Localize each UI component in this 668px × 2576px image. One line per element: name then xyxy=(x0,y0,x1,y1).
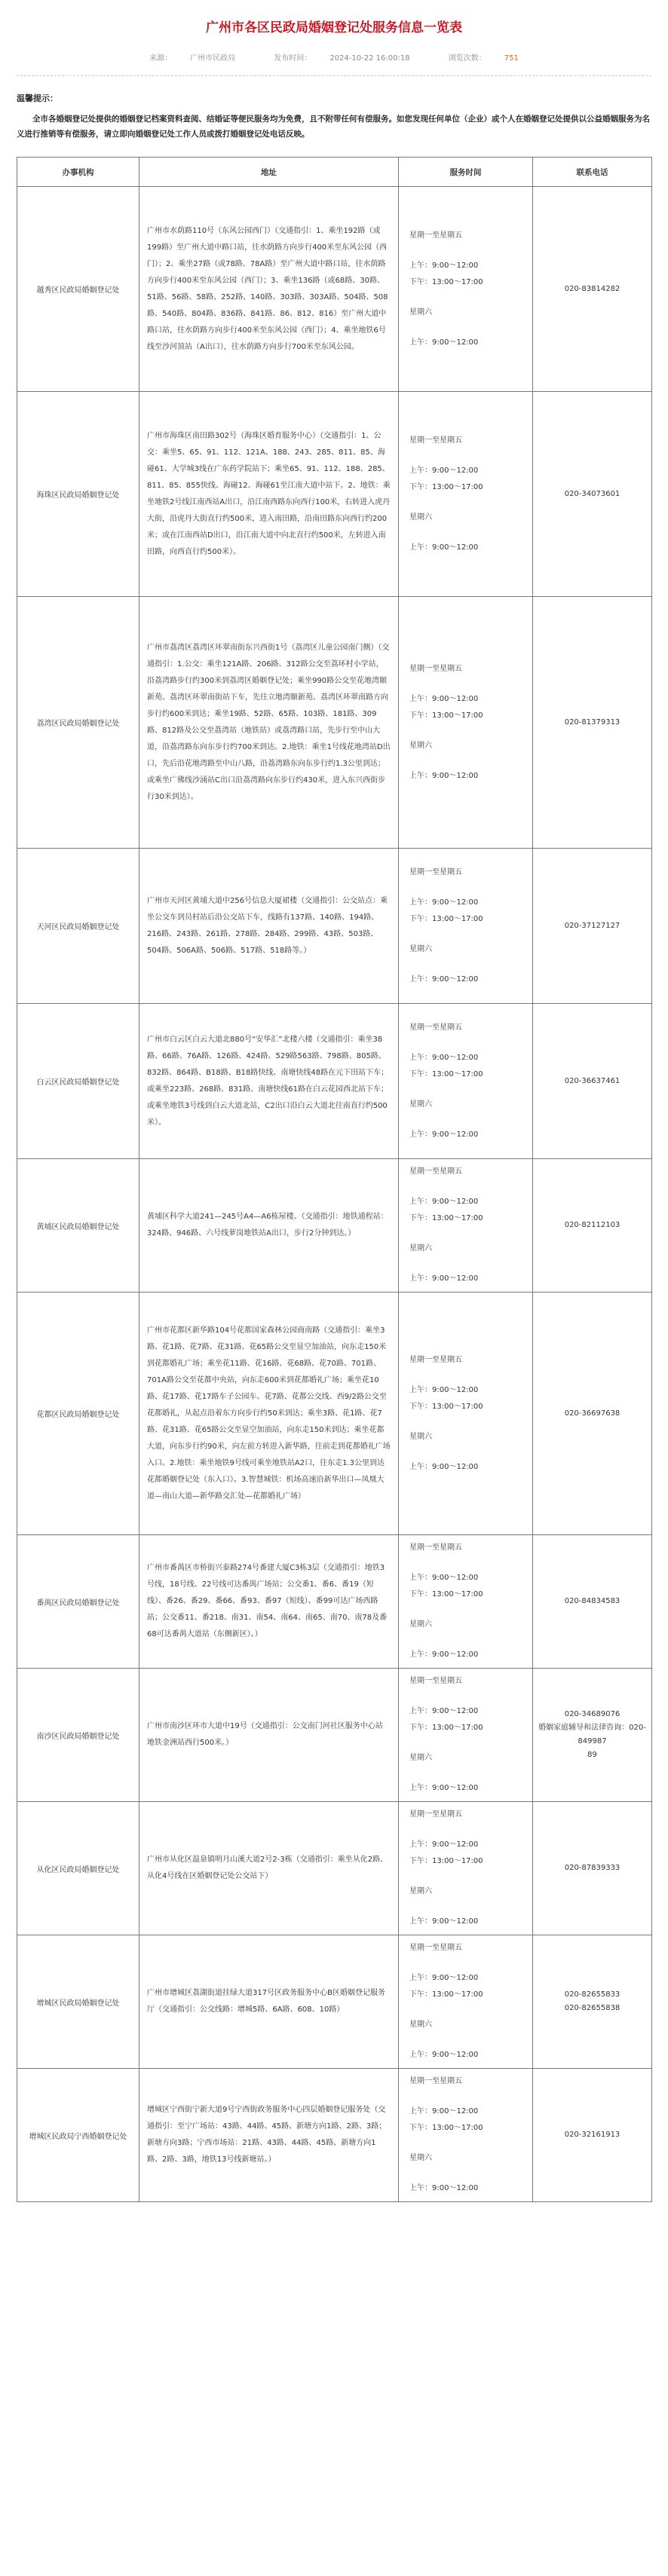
table-row xyxy=(17,392,652,597)
phone-number: 89 xyxy=(587,1751,597,1759)
hours-cell xyxy=(399,1159,533,1293)
hours-spacer xyxy=(409,2167,522,2180)
phone-number: 020-82112103 xyxy=(564,1221,621,1229)
org-cell: 黄埔区民政局婚姻登记处 xyxy=(17,1159,139,1293)
hours-line: 上午：9:00～12:00 xyxy=(409,771,479,780)
table-row xyxy=(17,1535,652,1669)
header-hours: 服务时间 xyxy=(399,158,533,187)
hours-line: 星期一至星期五 xyxy=(409,1677,462,1685)
hours-cell xyxy=(399,597,533,849)
hours-line: 上午：9:00～12:00 xyxy=(409,1385,479,1394)
hours-spacer xyxy=(409,2137,522,2150)
hours-spacer xyxy=(409,526,522,540)
org-cell: 白云区民政局婚姻登记处 xyxy=(17,1004,139,1159)
hours-line: 上午：9:00～12:00 xyxy=(409,1130,479,1139)
hours-cell xyxy=(399,392,533,597)
source-value: 广州市民政局 xyxy=(190,54,236,63)
table-row xyxy=(17,1669,652,1802)
hours-line: 下午：13:00～17:00 xyxy=(409,1724,483,1732)
hours-line: 上午：9:00～12:00 xyxy=(409,1840,479,1849)
hours-line: 星期六 xyxy=(409,944,432,953)
header-address: 地址 xyxy=(139,158,399,187)
hours-line: 下午：13:00～17:00 xyxy=(409,914,483,923)
address-cell: 广州市海珠区南田路302号（海珠区婚育服务中心）（交通指引：1、公交：乘坐5、65、91、112、121A、188、243、285、811、85、海碰61、大学城3线在广东药学院站下；乘坐65、91、112、188、285、811、85、855快线、海碰12、海碰61至江南大道中站下。2、地铁：乘坐地铁2号线江南西站A出口，沿江南西路东向西行100米，右转进入虎丹大街，沿虎丹大街直行约500米，进入南田路，沿南田路东向西行约200米；或在江南西站D出口，沿江南大道中向北直行约500米，左转进入南田路，向西直行约500米）。 xyxy=(139,392,399,597)
phone-number: 020-32161913 xyxy=(564,2131,621,2139)
hours-spacer xyxy=(409,244,522,258)
hours-line: 下午：13:00～17:00 xyxy=(409,277,483,286)
phone-number: 020-81379313 xyxy=(564,717,621,727)
hours-spacer xyxy=(409,1113,522,1127)
table-row xyxy=(17,1802,652,1935)
article-meta xyxy=(0,51,668,63)
hours-spacer xyxy=(409,1603,522,1617)
hours-spacer xyxy=(409,1633,522,1647)
table-body xyxy=(17,187,652,2202)
hours-line: 星期六 xyxy=(409,1432,432,1441)
phone-number: 020-83814282 xyxy=(564,284,621,293)
hours-spacer xyxy=(409,2090,522,2103)
hours-line: 星期六 xyxy=(409,1100,432,1109)
hours-spacer xyxy=(409,321,522,335)
hours-line: 星期六 xyxy=(409,1754,432,1762)
address-cell: 广州市增城区荔湖街道挂绿大道317号区政务服务中心B区婚姻登记服务厅（交通指引：公交线路：增城5路、6A路、608、10路） xyxy=(139,1935,399,2069)
hours-line: 星期六 xyxy=(409,741,432,750)
table-row xyxy=(17,597,652,849)
hours-line: 上午：9:00～12:00 xyxy=(409,1574,479,1582)
hours-spacer xyxy=(409,1036,522,1050)
time-value: 2024-10-22 16:00:18 xyxy=(329,54,410,63)
phone-number: 020-34073601 xyxy=(564,489,621,498)
hours-cell xyxy=(399,1802,533,1935)
hours-line: 星期一至星期五 xyxy=(409,867,462,877)
phone-number: 020-82655833 xyxy=(564,1990,621,1999)
table-header-row xyxy=(17,158,652,187)
hours-line: 上午：9:00～12:00 xyxy=(409,1053,479,1062)
hours-line: 上午：9:00～12:00 xyxy=(409,694,479,703)
divider xyxy=(17,75,651,76)
hours-spacer xyxy=(409,1556,522,1570)
org-cell: 增城区民政局宁西婚姻登记处 xyxy=(17,2069,139,2202)
hours-spacer xyxy=(409,1870,522,1883)
hours-line: 星期一至星期五 xyxy=(409,1944,462,1952)
hours-spacer xyxy=(409,1369,522,1382)
hours-line: 下午：13:00～17:00 xyxy=(409,1214,483,1222)
hours-spacer xyxy=(409,1767,522,1780)
hours-cell xyxy=(399,187,533,392)
hours-line: 星期六 xyxy=(409,1887,432,1895)
hours-line: 下午：13:00～17:00 xyxy=(409,1990,483,1999)
hours-line: 星期六 xyxy=(409,2021,432,2029)
views-label: 浏览次数： xyxy=(448,54,486,63)
hours-spacer xyxy=(409,2033,522,2047)
phone-number: 020-36697638 xyxy=(564,1409,621,1418)
org-cell: 花都区民政局婚姻登记处 xyxy=(17,1293,139,1535)
org-cell: 增城区民政局婚姻登记处 xyxy=(17,1935,139,2069)
hours-cell xyxy=(399,849,533,1004)
phone-cell xyxy=(533,1802,652,1935)
hours-line: 上午：9:00～12:00 xyxy=(409,2107,479,2116)
hours-line: 上午：9:00～12:00 xyxy=(409,338,479,347)
org-cell: 天河区民政局婚姻登记处 xyxy=(17,849,139,1004)
hours-spacer xyxy=(409,449,522,463)
hours-spacer xyxy=(409,1956,522,1970)
table-row xyxy=(17,2069,652,2202)
publish-time xyxy=(265,54,418,63)
hours-spacer xyxy=(409,724,522,738)
hours-line: 上午：9:00～12:00 xyxy=(409,1784,479,1792)
source-label: 来源： xyxy=(149,54,173,63)
phone-cell xyxy=(533,1004,652,1159)
hours-spacer xyxy=(409,496,522,509)
phone-cell xyxy=(533,2069,652,2202)
hours-line: 星期一至星期五 xyxy=(409,436,462,445)
hours-line: 下午：13:00～17:00 xyxy=(409,711,483,720)
address-cell: 广州市从化区温泉镇明月山溪大道2号2-3栋（交通指引：乘坐从化2路、从化4号线在区婚姻登记处公交站下） xyxy=(139,1802,399,1935)
hours-line: 上午：9:00～12:00 xyxy=(409,2184,479,2192)
hours-spacer xyxy=(409,754,522,768)
address-cell: 广州市水荫路110号（东风公园西门）（交通指引：1、乘坐192路（或199路）至广州大道中路口站，往水荫路方向步行400米至东风公园（西门）；2、乘坐27路（或78路、78A路）至广州大道中路口站，往水荫路方向步行400米至东风公园（西门）；3、乘坐136路（或68路、30路、51路、56路、58路、252路、140路、303路、303A路、504路、508路、540路、804路、836路、841路、86、812、816）至广州大道中路口站，往水荫路方向步行400米至东风公园（西门）；4、乘坐地铁6号线至沙河顶站（A出口），往水荫路方向步行700米至东风公园。 xyxy=(139,187,399,392)
hours-spacer xyxy=(409,1083,522,1097)
hours-line: 下午：13:00～17:00 xyxy=(409,1402,483,1411)
hours-line: 上午：9:00～12:00 xyxy=(409,1274,479,1283)
hours-line: 上午：9:00～12:00 xyxy=(409,974,479,984)
phone-number: 020-87839333 xyxy=(564,1864,621,1872)
org-cell: 越秀区民政局婚姻登记处 xyxy=(17,187,139,392)
hours-line: 上午：9:00～12:00 xyxy=(409,1198,479,1206)
hours-spacer xyxy=(409,678,522,691)
phone-number: 020-37127127 xyxy=(564,921,621,930)
hours-spacer xyxy=(409,2003,522,2017)
address-cell: 黄埔区科学大道241—245号A4—A6栋屋楼。（交通指引：地铁通程站：324路、946路、六号线萝岗地铁站A出口，步行2分钟到达。） xyxy=(139,1159,399,1293)
hours-line: 上午：9:00～12:00 xyxy=(409,1917,479,1926)
table-row xyxy=(17,849,652,1004)
phone-number: 020-82655838 xyxy=(564,2004,621,2012)
hours-spacer xyxy=(409,1415,522,1429)
source-info xyxy=(140,54,244,63)
phone-number: 婚姻家庭辅导和法律咨询：020-849987 xyxy=(538,1724,646,1745)
hours-line: 星期一至星期五 xyxy=(409,1167,462,1176)
address-cell: 广州市白云区白云大道北880号“安华汇”北楼六楼（交通指引：乘坐38路、66路、76A路、126路、424路、529路563路、798路、805路、832路、864路、B18路、B18路快线、南塘快线48路在元下田站下车；或乘坐223路、268路、831路、南塘快线61路在白云花园西北站下车；或乘坐地铁3号线到白云大道北站，C2出口沿白云大道北往南直行约500米）。 xyxy=(139,1004,399,1159)
hours-line: 星期六 xyxy=(409,307,432,317)
hours-line: 上午：9:00～12:00 xyxy=(409,261,479,270)
views-value: 751 xyxy=(504,54,519,63)
hours-spacer xyxy=(409,928,522,941)
phone-number: 020-34689076 xyxy=(564,1710,621,1718)
org-cell: 海珠区民政局婚姻登记处 xyxy=(17,392,139,597)
hours-spacer xyxy=(409,1736,522,1750)
hours-spacer xyxy=(409,1446,522,1459)
hours-line: 星期一至星期五 xyxy=(409,2077,462,2085)
header-phone: 联系电话 xyxy=(533,158,652,187)
hours-spacer xyxy=(409,1823,522,1837)
address-cell: 广州市荔湾区荔湾区环翠南街东兴西街1号（荔湾区儿童公园南门侧）（交通指引：1.公交：乘坐121A路、206路、312路公交至荔环村小学站，沿荔湾路步行约300米到荔湾区婚姻登记处；乘坐990路公交至花地湾颐新苑、荔湾区环翠南街站下车，先往立地湾颐新苑、荔湾区环翠南路方向步行约600米到达；乘坐19路、52路、65路、103路、181路、309路、812路及公交至荔湾站（地铁站）或荔湾路口站，先步行至中山大道，沿荔湾路东向东步行约700米到达。2.地铁：乘坐1号线花地湾站D出口，先后沿花地湾路至中山八路，沿荔湾路东向东步行约1.3公里到达；或乘坐广佛线沙涌站C出口沿荔湾路向东步行约430米，进入东兴西街步行30米到达）。 xyxy=(139,597,399,849)
hours-spacer xyxy=(409,1690,522,1703)
table-row xyxy=(17,187,652,392)
address-cell: 广州市南沙区环市大道中19号（交通指引：公交南门河社区服务中心站 地铁金洲站西行500米。） xyxy=(139,1669,399,1802)
hours-line: 星期一至星期五 xyxy=(409,1355,462,1364)
address-cell: 广州市番禺区市桥街兴泰路274号番建大厦C3栋3层（交通指引：地铁3号线，18号线、22号线可达番禺广场站；公交番1、番6、番19（短线）、番26、番29、番66、番93、番97（短线）、番99可达广场西路站；公交番11、番218、南31、南54、南64、南65、南70、南78及番68可达番禺大道站（东侧新区）。） xyxy=(139,1535,399,1669)
phone-cell xyxy=(533,1669,652,1802)
hours-line: 星期一至星期五 xyxy=(409,1023,462,1032)
hours-spacer xyxy=(409,1180,522,1194)
table-row xyxy=(17,1293,652,1535)
address-cell: 增城区宁西街宁新大道9号宁西街政务服务中心四层婚姻登记服务处（交通指引：至宁广场站：43路、44路、45路、新塘方向1路、2路、3路；新塘方向3路；宁西市场站：21路、43路、44路、45路、新塘方向1路、2路、3路，地铁13号线新塘站。） xyxy=(139,2069,399,2202)
view-count xyxy=(440,54,528,63)
hours-line: 下午：13:00～17:00 xyxy=(409,2124,483,2132)
phone-cell xyxy=(533,597,652,849)
table-row xyxy=(17,1004,652,1159)
hours-line: 下午：13:00～17:00 xyxy=(409,1069,483,1078)
address-cell: 广州市天河区黄埔大道中256号信息大厦裙楼（交通指引：公交站点：乘坐公交车到员村站后沿公交站下车，线路有137路、140路、194路、216路、243路、261路、278路、284路、299路、43路、503路、504路、506A路、506路、517路、518路等。） xyxy=(139,849,399,1004)
hours-line: 上午：9:00～12:00 xyxy=(409,543,479,552)
table-row xyxy=(17,1935,652,2069)
hours-line: 上午：9:00～12:00 xyxy=(409,2051,479,2059)
hours-line: 下午：13:00～17:00 xyxy=(409,1857,483,1865)
table-row xyxy=(17,1159,652,1293)
hours-spacer xyxy=(409,291,522,304)
hours-line: 星期一至星期五 xyxy=(409,1543,462,1552)
hours-line: 星期六 xyxy=(409,512,432,522)
org-cell: 南沙区民政局婚姻登记处 xyxy=(17,1669,139,1802)
time-label: 发布时间： xyxy=(274,54,312,63)
phone-cell xyxy=(533,392,652,597)
notice-text: 全市各婚姻登记处提供的婚姻登记档案资料查阅、结婚证等便民服务均为免费，且不附带任何有偿服务。如您发现任何单位（企业）或个人在婚姻登记处提供以公益婚姻服务为名义进行推销等有偿服务，请立即向婚姻登记处工作人员或拨打婚姻登记处电话反映。 xyxy=(17,115,650,139)
phone-cell xyxy=(533,849,652,1004)
hours-spacer xyxy=(409,958,522,971)
hours-spacer xyxy=(409,1257,522,1271)
phone-cell xyxy=(533,1935,652,2069)
hours-spacer xyxy=(409,881,522,895)
hours-cell xyxy=(399,1004,533,1159)
hours-cell xyxy=(399,1935,533,2069)
hours-line: 上午：9:00～12:00 xyxy=(409,1707,479,1715)
hours-spacer xyxy=(409,1900,522,1914)
hours-line: 上午：9:00～12:00 xyxy=(409,466,479,475)
hours-line: 下午：13:00～17:00 xyxy=(409,1590,483,1599)
hours-cell xyxy=(399,2069,533,2202)
hours-line: 星期一至星期五 xyxy=(409,1810,462,1819)
phone-cell xyxy=(533,1293,652,1535)
hours-line: 星期六 xyxy=(409,2154,432,2162)
hours-line: 上午：9:00～12:00 xyxy=(409,1651,479,1659)
hours-cell xyxy=(399,1669,533,1802)
org-cell: 荔湾区民政局婚姻登记处 xyxy=(17,597,139,849)
hours-line: 星期六 xyxy=(409,1244,432,1253)
hours-spacer xyxy=(409,1227,522,1241)
hours-line: 星期一至星期五 xyxy=(409,664,462,673)
header-org: 办事机构 xyxy=(17,158,139,187)
hours-cell xyxy=(399,1293,533,1535)
phone-number: 020-36637461 xyxy=(564,1076,621,1085)
hours-line: 星期一至星期五 xyxy=(409,231,462,240)
hours-line: 下午：13:00～17:00 xyxy=(409,482,483,491)
hours-line: 星期六 xyxy=(409,1620,432,1629)
phone-cell xyxy=(533,187,652,392)
hours-line: 上午：9:00～12:00 xyxy=(409,1462,479,1471)
address-cell: 广州市花都区新华路104号花都国家森林公园商南路（交通指引：乘坐3路、花1路、花7路、花31路、花65路公交至显空加油站，向东走150米到花都婚礼广场；乘坐花11路、花16路、花68路、花70路、701路、701A路公交至花都中央站，向东走600米到花都婚礼广场；乘坐花10路、花17路、花17路车子公园车、花7路、花都公交线、西9/2路公交至花都婚礼，从起点沿着东方向步行约50米到达；乘坐3路、花1路、花7路、花31路、花65路公交至显空加油站，向东走150米到达；乘坐花都大道，向东步行约90米，向左前方转进入新华路，往前走到花都婚礼广场入口。2.地铁：乘坐地铁9号线可乘坐地铁站A2口，往东走1.3公里到达花都婚姻登记处（东入口）。3.智慧城铁：机场高速沿新华出口—凤凰大道—南山大道—新华路交汇处—花都婚礼广场） xyxy=(139,1293,399,1535)
phone-cell xyxy=(533,1159,652,1293)
phone-number: 020-84834583 xyxy=(564,1597,621,1605)
service-table xyxy=(17,157,652,2202)
hours-line: 上午：9:00～12:00 xyxy=(409,898,479,907)
notice-heading: 温馨提示： xyxy=(17,93,58,103)
hours-cell xyxy=(399,1535,533,1669)
org-cell: 从化区民政局婚姻登记处 xyxy=(17,1802,139,1935)
phone-cell xyxy=(533,1535,652,1669)
hours-line: 上午：9:00～12:00 xyxy=(409,1974,479,1982)
page-title: 广州市各区民政局婚姻登记处服务信息一览表 xyxy=(206,20,462,35)
org-cell: 番禺区民政局婚姻登记处 xyxy=(17,1535,139,1669)
